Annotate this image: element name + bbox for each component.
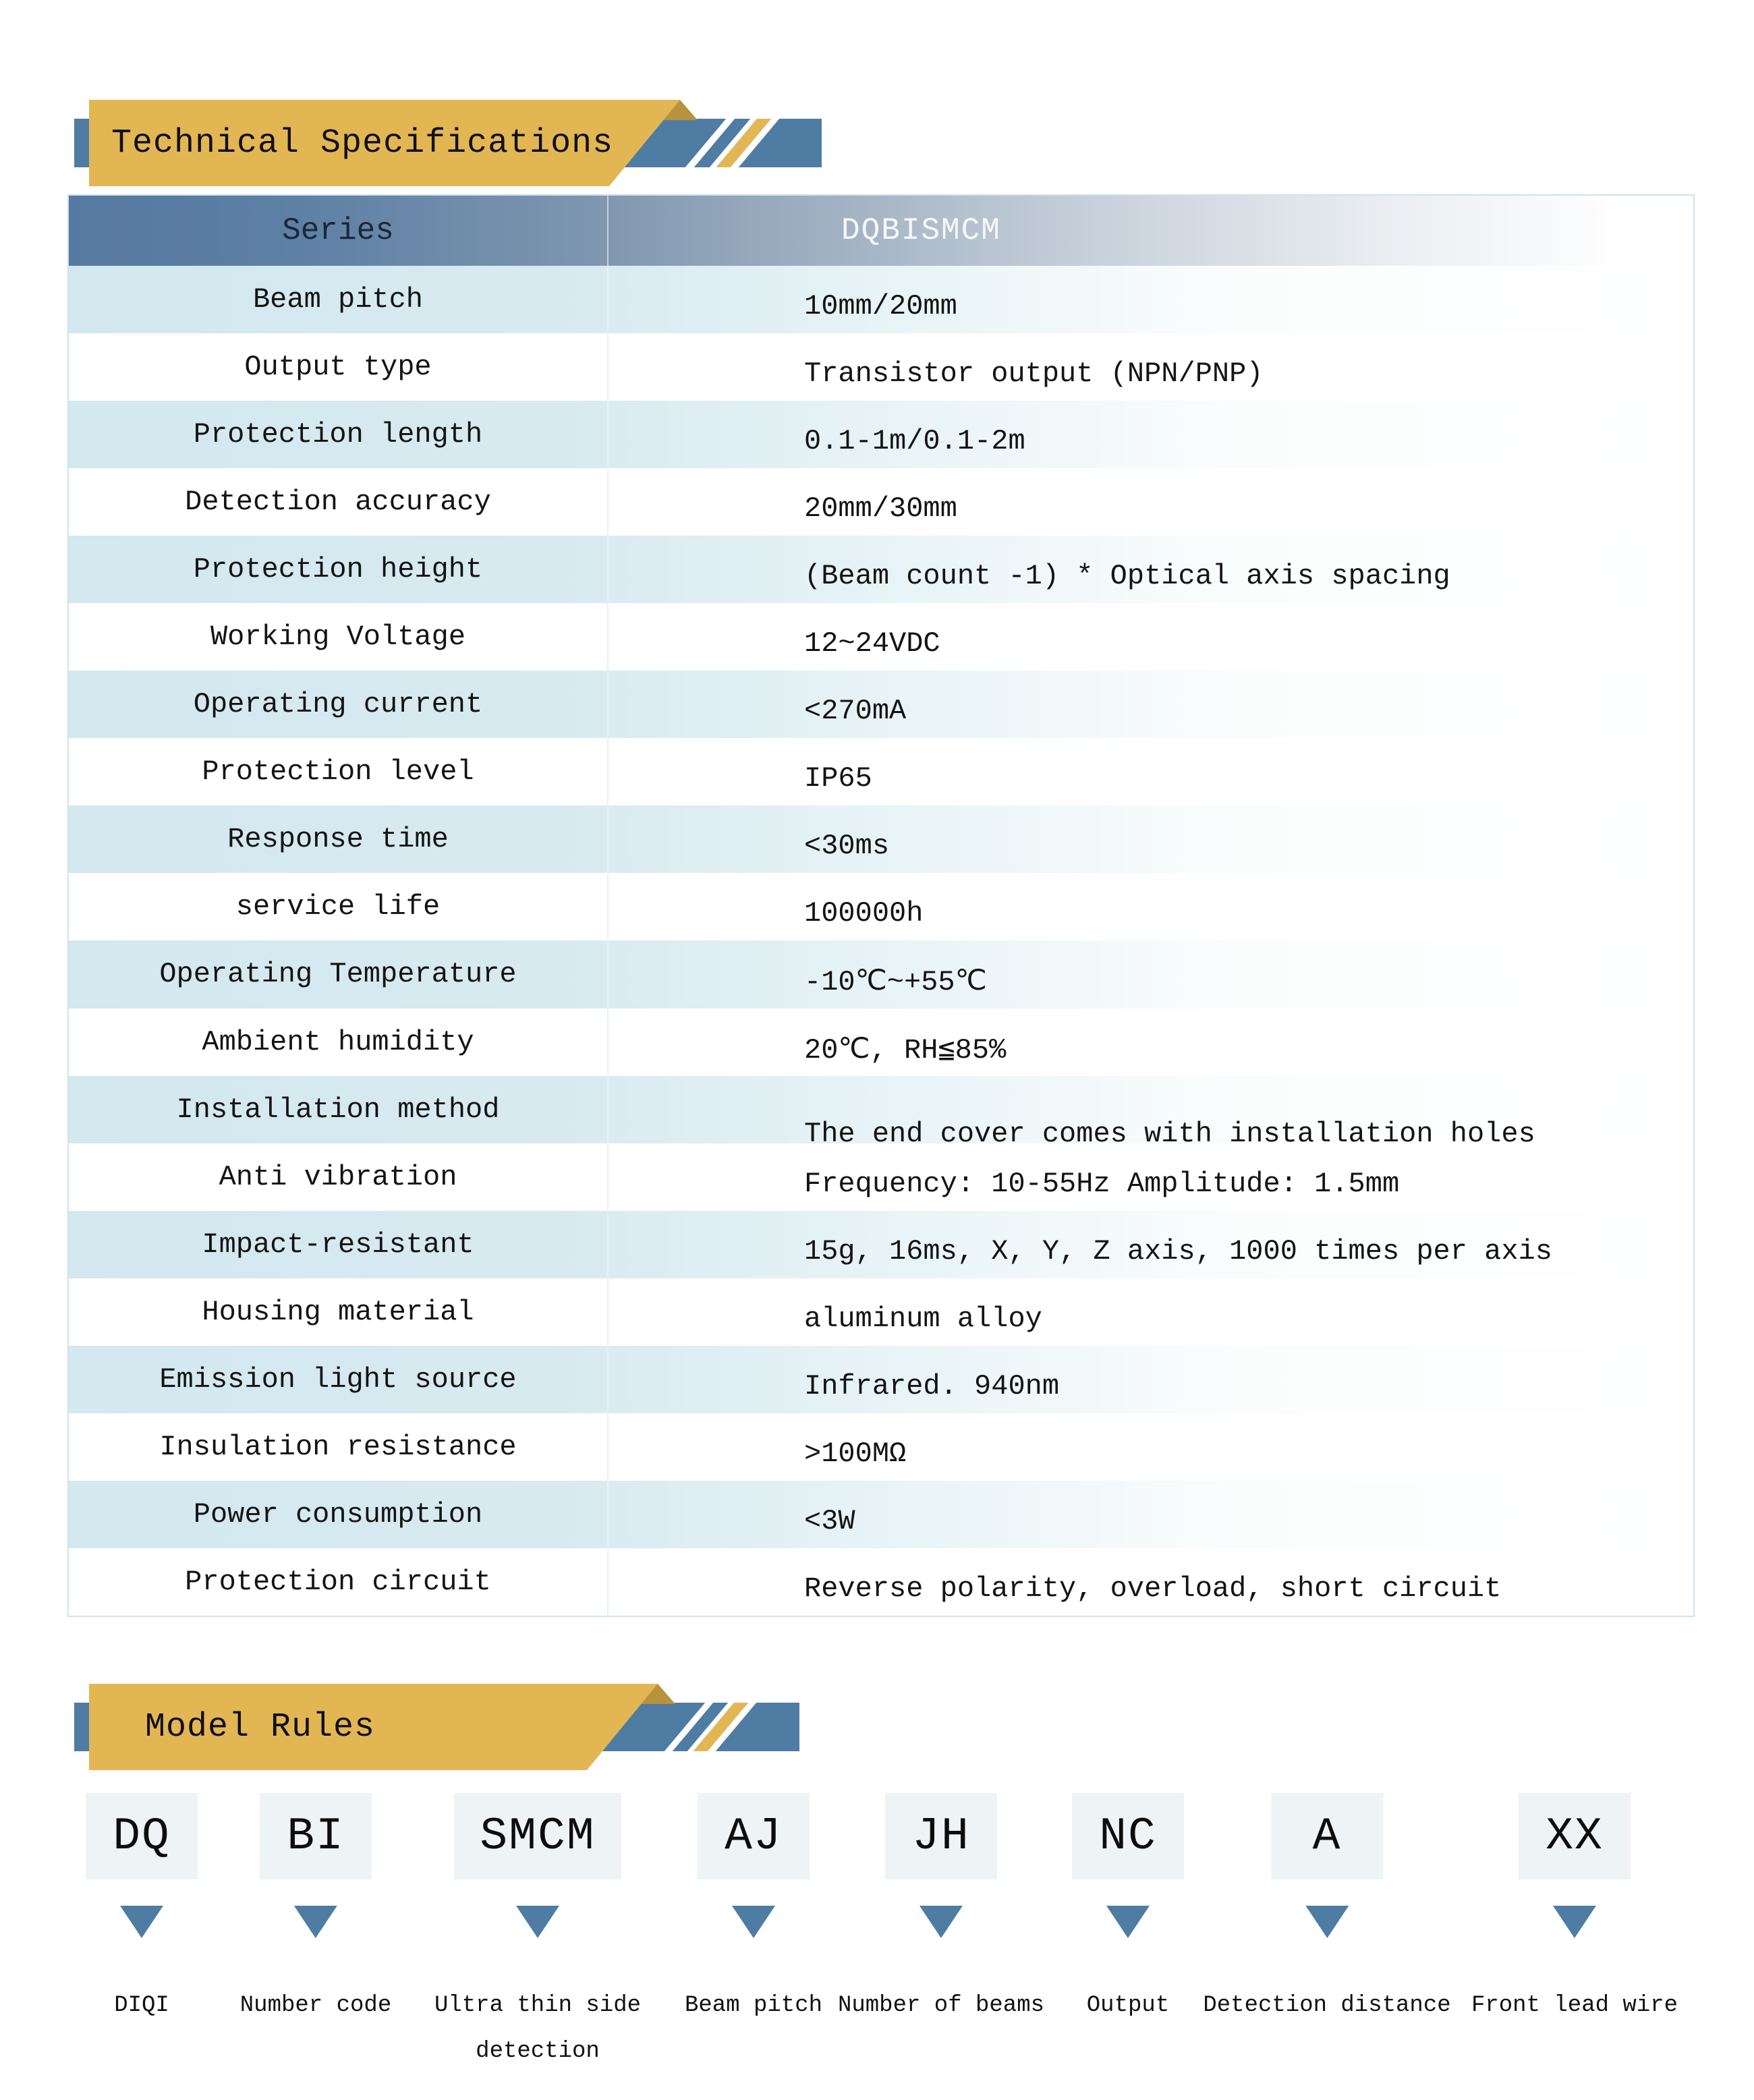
model-segment	[1203, 1793, 1450, 2028]
spec-label: Beam pitch	[69, 266, 609, 333]
spec-value: 15g, 16ms, X, Y, Z axis, 1000 times per axis	[804, 1235, 1552, 1268]
model-segment	[1471, 1793, 1678, 2028]
model-segment	[240, 1793, 391, 2028]
model-rules-title: Model Rules	[145, 1707, 376, 1747]
spec-label: Housing material	[69, 1278, 609, 1346]
model-segment	[838, 1793, 1044, 2028]
spec-row	[69, 1143, 1693, 1211]
model-code-meaning: Ultra thin side detection	[434, 1993, 642, 2064]
model-code-box: A	[1271, 1793, 1383, 1879]
spec-row	[69, 940, 1693, 1008]
spec-value: 20℃, RH≦85%	[804, 1033, 1007, 1067]
model-code-box: JH	[885, 1793, 997, 1879]
spec-row	[69, 333, 1693, 401]
spec-label: Output type	[69, 333, 609, 401]
model-code-meaning: Front lead wire	[1471, 1993, 1678, 2018]
spec-value: Frequency: 10-55Hz Amplitude: 1.5mm	[804, 1167, 1400, 1200]
spec-value: Reverse polarity, overload, short circuit	[804, 1572, 1502, 1605]
spec-value: (Beam count -1) * Optical axis spacing	[804, 560, 1450, 593]
arrow-down-icon	[732, 1906, 775, 1938]
model-code-breakdown	[0, 1793, 1754, 2100]
spec-value: <270mA	[804, 695, 907, 728]
spec-row	[69, 1346, 1693, 1413]
model-segment	[86, 1793, 198, 2028]
model-code-box: XX	[1519, 1793, 1631, 1879]
model-segment	[423, 1793, 652, 2074]
arrow-down-icon	[120, 1906, 163, 1938]
spec-row	[69, 1278, 1693, 1346]
arrow-down-icon	[1553, 1906, 1596, 1938]
spec-row	[69, 1009, 1693, 1076]
model-code-box: SMCM	[454, 1793, 621, 1879]
model-code-meaning: DIQI	[114, 1993, 169, 2018]
spec-label: Anti vibration	[69, 1143, 609, 1211]
spec-value: IP65	[804, 762, 872, 795]
spec-value: <30ms	[804, 830, 890, 863]
spec-value: aluminum alloy	[804, 1302, 1042, 1335]
series-header-value: DQBISMCM	[841, 213, 1001, 248]
spec-label: Working Voltage	[69, 603, 609, 671]
spec-row	[69, 1413, 1693, 1481]
spec-value: >100MΩ	[804, 1437, 907, 1470]
spec-row	[69, 671, 1693, 738]
spec-row	[69, 266, 1693, 333]
spec-value: Infrared. 940nm	[804, 1369, 1060, 1402]
model-code-meaning: Number of beams	[837, 1993, 1045, 2018]
spec-label: Insulation resistance	[69, 1413, 609, 1481]
model-code-meaning: Detection distance	[1203, 1993, 1451, 2018]
arrow-down-icon	[920, 1906, 963, 1938]
spec-label: Protection level	[69, 738, 609, 805]
spec-value: The end cover comes with installation holes	[804, 1117, 1535, 1150]
spec-label: Protection circuit	[69, 1548, 609, 1616]
model-rules-banner	[0, 1583, 877, 1747]
spec-row	[69, 536, 1693, 603]
spec-row	[69, 738, 1693, 805]
spec-row	[69, 1481, 1693, 1548]
spec-table	[67, 194, 1695, 1617]
arrow-down-icon	[516, 1906, 559, 1938]
spec-table-header	[69, 196, 1693, 266]
tech-specs-banner	[0, 0, 877, 163]
model-code-meaning: Number code	[239, 1993, 392, 2018]
spec-value: <3W	[804, 1504, 855, 1537]
model-code-box: NC	[1072, 1793, 1184, 1879]
model-segment	[685, 1793, 822, 2028]
series-header-label: Series	[69, 196, 609, 266]
spec-label: Emission light source	[69, 1346, 609, 1413]
spec-row	[69, 401, 1693, 468]
spec-value: -10℃~+55℃	[804, 966, 987, 999]
spec-label: Installation method	[69, 1076, 609, 1143]
spec-value: 10mm/20mm	[804, 290, 957, 323]
spec-label: Operating current	[69, 671, 609, 738]
spec-label: Protection length	[69, 401, 609, 468]
model-segment	[1072, 1793, 1184, 2028]
spec-label: Detection accuracy	[69, 468, 609, 536]
spec-value: 20mm/30mm	[804, 492, 957, 526]
spec-row	[69, 1076, 1693, 1150]
spec-label: Response time	[69, 805, 609, 873]
spec-table-body	[69, 266, 1693, 1616]
spec-label: Ambient humidity	[69, 1009, 609, 1076]
spec-row	[69, 603, 1693, 671]
spec-value: Transistor output (NPN/PNP)	[804, 358, 1264, 391]
model-code-box: DQ	[86, 1793, 198, 1879]
spec-value: 12~24VDC	[804, 627, 940, 660]
model-code-box: BI	[260, 1793, 372, 1879]
arrow-down-icon	[294, 1906, 337, 1938]
spec-row	[69, 1211, 1693, 1278]
arrow-down-icon	[1106, 1906, 1150, 1938]
model-code-box: AJ	[698, 1793, 810, 1879]
spec-label: Power consumption	[69, 1481, 609, 1548]
spec-label: service life	[69, 873, 609, 940]
spec-label: Protection height	[69, 536, 609, 603]
model-code-meaning: Output	[1086, 1993, 1170, 2018]
arrow-down-icon	[1305, 1906, 1349, 1938]
spec-row	[69, 805, 1693, 873]
spec-label: Impact-resistant	[69, 1211, 609, 1278]
model-code-meaning: Beam pitch	[684, 1993, 823, 2018]
spec-row	[69, 468, 1693, 536]
tech-specs-title: Technical Specifications	[111, 123, 614, 163]
spec-label: Operating Temperature	[69, 940, 609, 1008]
spec-row	[69, 873, 1693, 940]
spec-value: 0.1-1m/0.1-2m	[804, 425, 1025, 458]
spec-value: 100000h	[804, 897, 924, 930]
